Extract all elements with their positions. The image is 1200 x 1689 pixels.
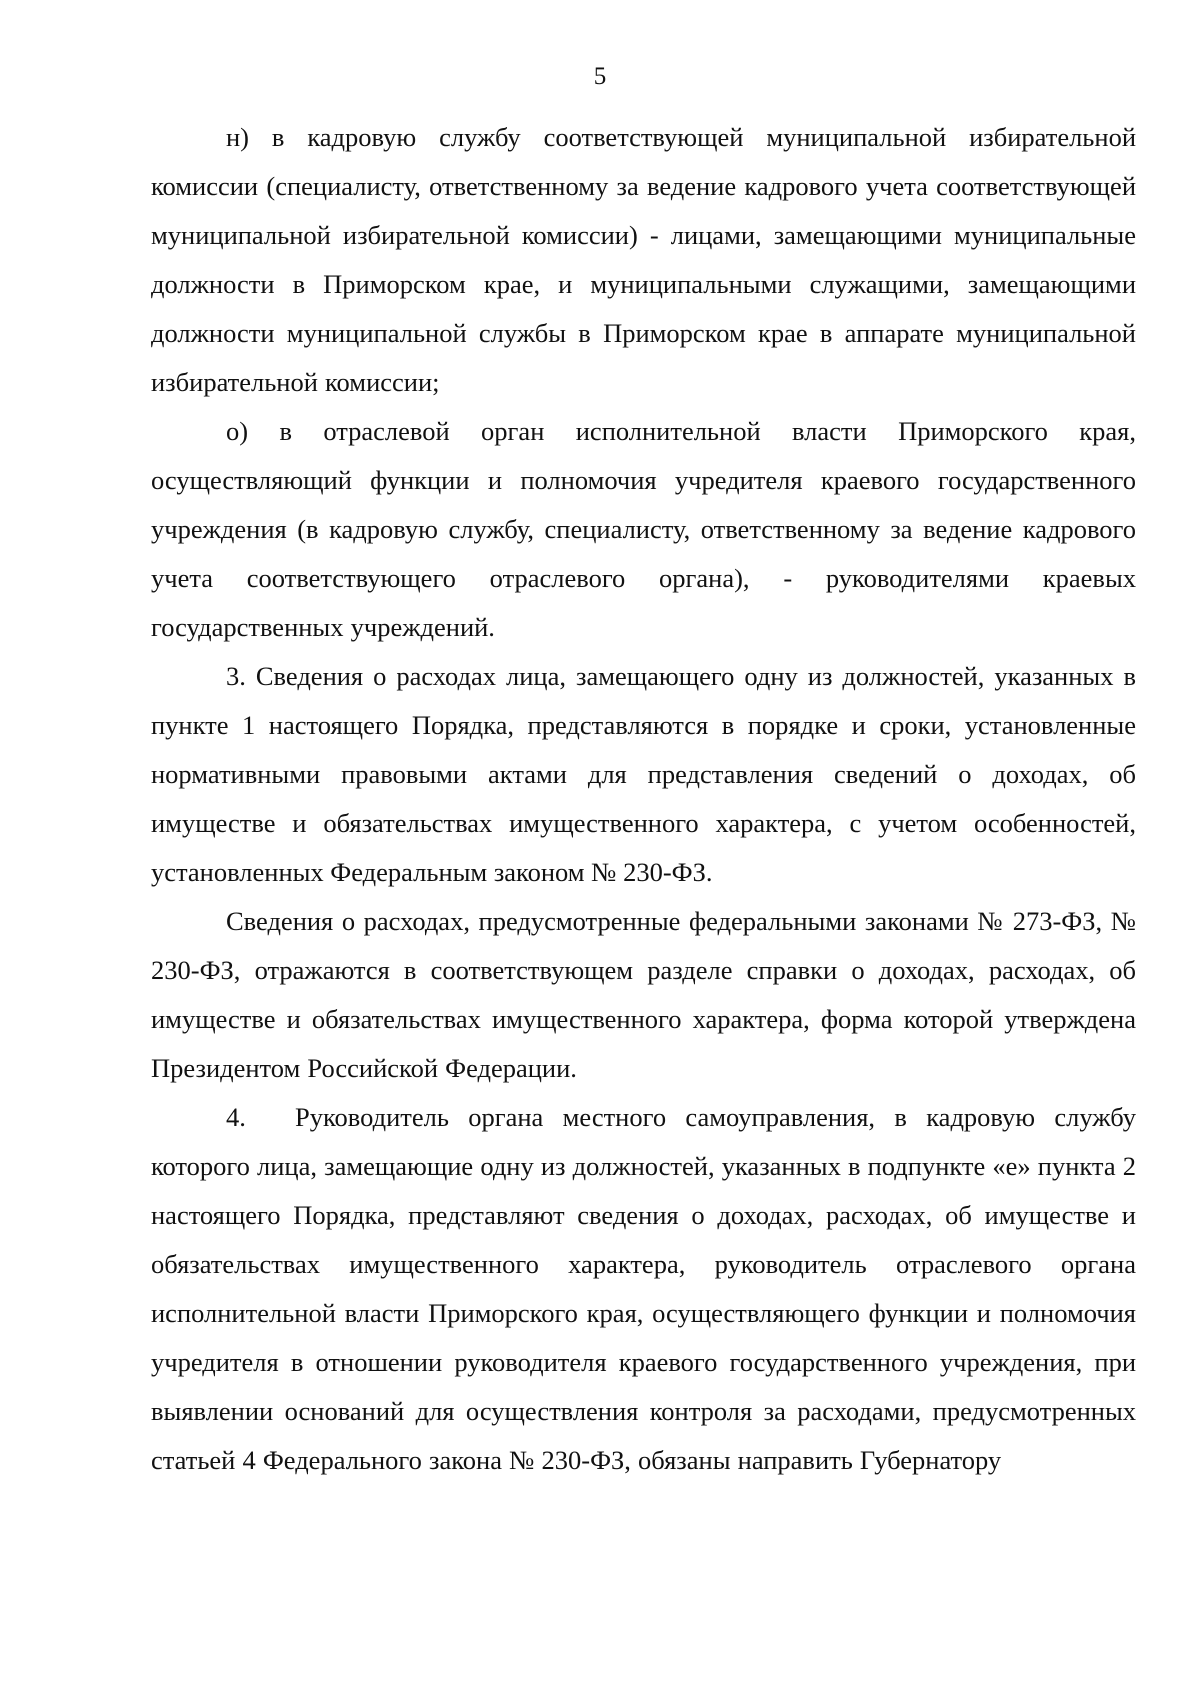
- paragraph-clause-3: 3. Сведения о расходах лица, замещающего одну из должностей, указанных в пункте 1 настоящего Порядка, представляются в порядке и сроки, установленные нормативными правовыми актами для представления сведений о доходах, об имуществе и обязательствах имущественного характера, с учетом особенностей, установленных Федеральным законом № 230-ФЗ.: [151, 661, 1136, 887]
- page-number: 5: [593, 63, 607, 90]
- document-body: [151, 113, 1136, 1485]
- paragraph-clause-3-continued: Сведения о расходах, предусмотренные федеральными законами № 273-ФЗ, № 230-ФЗ, отражаются в соответствующем разделе справки о доходах, расходах, об имуществе и обязательствах имущественного характера, форма которой утверждена Президентом Российской Федерации.: [151, 906, 1136, 1083]
- paragraph-item-n: н) в кадровую службу соответствующей муниципальной избирательной комиссии (специалисту, ответственному за ведение кадрового учета соответствующей муниципальной избирательной комиссии) - лицами, замещающими муниципальные должности в Приморском крае, и муниципальными служащими, замещающими должности муниципальной службы в Приморском крае в аппарате муниципальной избирательной комиссии;: [151, 122, 1136, 397]
- clause-number: 4.: [226, 1102, 246, 1132]
- clause-4-text: Руководитель органа местного самоуправления, в кадровую службу которого лица, замещающие одну из должностей, указанных в подпункте «е» пункта 2 настоящего Порядка, представляют сведения о доходах, расходах, об имуществе и обязательствах имущественного характера, руководитель отраслевого органа исполнительной власти Приморского края, осуществляющего функции и полномочия учредителя в отношении руководителя краевого государственного учреждения, при выявлении оснований для осуществления контроля за расходами, предусмотренных статьей 4 Федерального закона № 230-ФЗ, обязаны направить Губернатору: [151, 1102, 1136, 1475]
- paragraph-clause-4: [151, 1093, 1136, 1485]
- paragraph-item-o: о) в отраслевой орган исполнительной власти Приморского края, осуществляющий функции и полномочия учредителя краевого государственного учреждения (в кадровую службу, специалисту, ответственному за ведение кадрового учета соответствующего отраслевого органа), - руководителями краевых государственных учреждений.: [151, 416, 1136, 642]
